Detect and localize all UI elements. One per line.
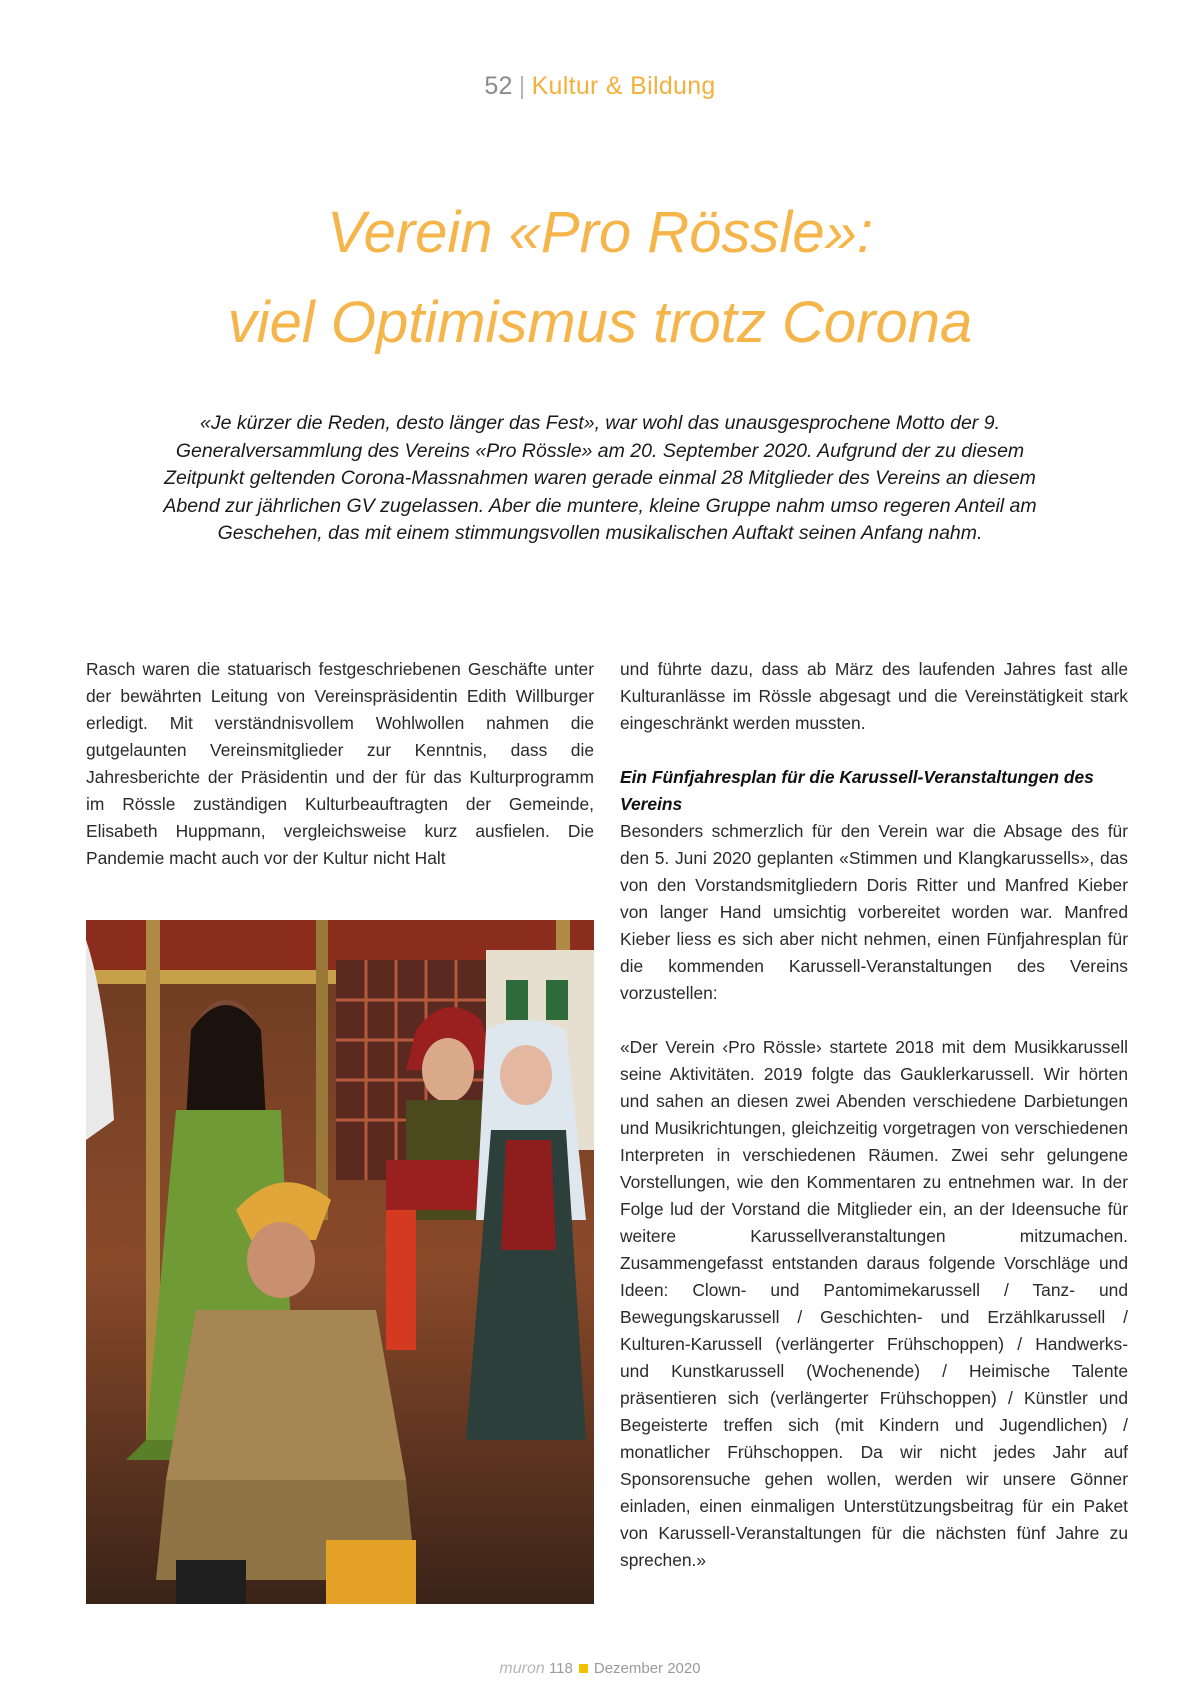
section-name: Kultur & Bildung: [531, 72, 716, 100]
title-line-1: Verein «Pro Rössle»:: [327, 200, 873, 265]
quote-paragraph: «Der Verein ‹Pro Rössle› startete 2018 mit dem Musikkarussell seine Aktivitäten. 2019 folgte das Gauklerkarussell. Wir hörten und sahen an diesen zwei Abenden verschiedene Darbietungen und Musikrichtungen, gleichzeitig vorgetragen von verschiedenen Interpreten in verschiedenen Räumen. Zwei sehr gelungene Vorstellungen, wie den Kommentaren zu entnehmen war. In der Folge lud der Vorstand die Mitglieder ein, an der Ideensuche für weitere Karussellveranstaltungen mitzumachen. Zusammengefasst entstanden daraus folgende Vorschläge und Ideen: Clown- und Pantomimekarussell / Tanz- und Bewegungskarussell / Geschichten- und Erzählkarussell / Kulturen-Karussell (verlängerter Frühschoppen) / Handwerks- und Kunstkarussell (Wochenende) / Heimische Talente präsentieren sich (verlängerter Frühschoppen) / Künstler und Begeisterte treffen sich (mit Kindern und Jugendlichen) / monatlicher Frühschoppen. Da wir nicht jedes Jahr auf Sponsorensuche gehen wollen, werden wir unsere Gönner einladen, einen einmaligen Unterstützungsbeitrag für ein Paket von Karussell-Veranstaltungen für die nächsten fünf Jahre zu sprechen.»: [620, 1037, 1128, 1570]
issue-date: Dezember 2020: [593, 1660, 701, 1677]
magazine-brand: muron: [499, 1660, 545, 1677]
costumed-group-photo: [86, 920, 594, 1604]
title-line-2: viel Optimismus trotz Corona: [227, 290, 973, 355]
article-lead: «Je kürzer die Reden, desto länger das Fest», war wohl das unausgesprochene Motto der 9. Generalversammlung des Vereins «Pro Rössle» am 20. September 2020. Aufgrund der zu diesem Zeitpunkt geltenden Corona-Massnahmen waren gerade einmal 28 Mitglieder des Vereins an diesem Abend zur jährlichen GV zugelassen. Aber die muntere, kleine Gruppe nahm umso regeren Anteil am Geschehen, das mit einem stimmungsvollen musikalischen Auftakt seinen Anfang nahm.: [163, 412, 1037, 544]
article-title: [0, 188, 1200, 368]
header-separator: |: [518, 72, 526, 100]
left-paragraph: Rasch waren die statuarisch festgeschriebenen Geschäfte unter der bewährten Leitung von Vereinspräsidentin Edith Willburger erledigt. Mit verständnisvollem Wohlwollen nahmen die gutgelaunten Vereinsmitglieder zur Kenntnis, dass die Jahresberichte der Präsidentin und der für das Kulturprogramm im Rössle zuständigen Kulturbeauftragten der Gemeinde, Elisabeth Huppmann, vergleichsweise kurz ausfielen. Die Pandemie macht auch vor der Kultur nicht Halt: [86, 659, 594, 868]
subheading: Ein Fünfjahresplan für die Karussell-Veranstaltungen des Vereins: [620, 767, 1094, 814]
right-column: [620, 656, 1128, 1574]
page-header: [0, 72, 1200, 101]
footer-square-icon: [579, 1664, 588, 1673]
issue-number: 118: [548, 1660, 573, 1677]
right-paragraph-1: und führte dazu, dass ab März des laufenden Jahres fast alle Kulturanlässe im Rössle abgesagt und die Vereinstätigkeit stark eingeschränkt werden mussten.: [620, 659, 1128, 733]
article-photo: [86, 920, 594, 1604]
page-number: 52: [484, 72, 513, 100]
page-footer: [0, 1660, 1200, 1678]
left-column: [86, 656, 594, 872]
right-paragraph-2: Besonders schmerzlich für den Verein war die Absage des für den 5. Juni 2020 geplanten «Stimmen und Klangkarussells», das von den Vorstandsmitgliedern Doris Ritter und Manfred Kieber von langer Hand umsichtig vorbereitet worden war. Manfred Kieber liess es sich aber nicht nehmen, einen Fünfjahresplan für die kommenden Karussell-Veranstaltungen des Vereins vorzustellen:: [620, 821, 1128, 1003]
